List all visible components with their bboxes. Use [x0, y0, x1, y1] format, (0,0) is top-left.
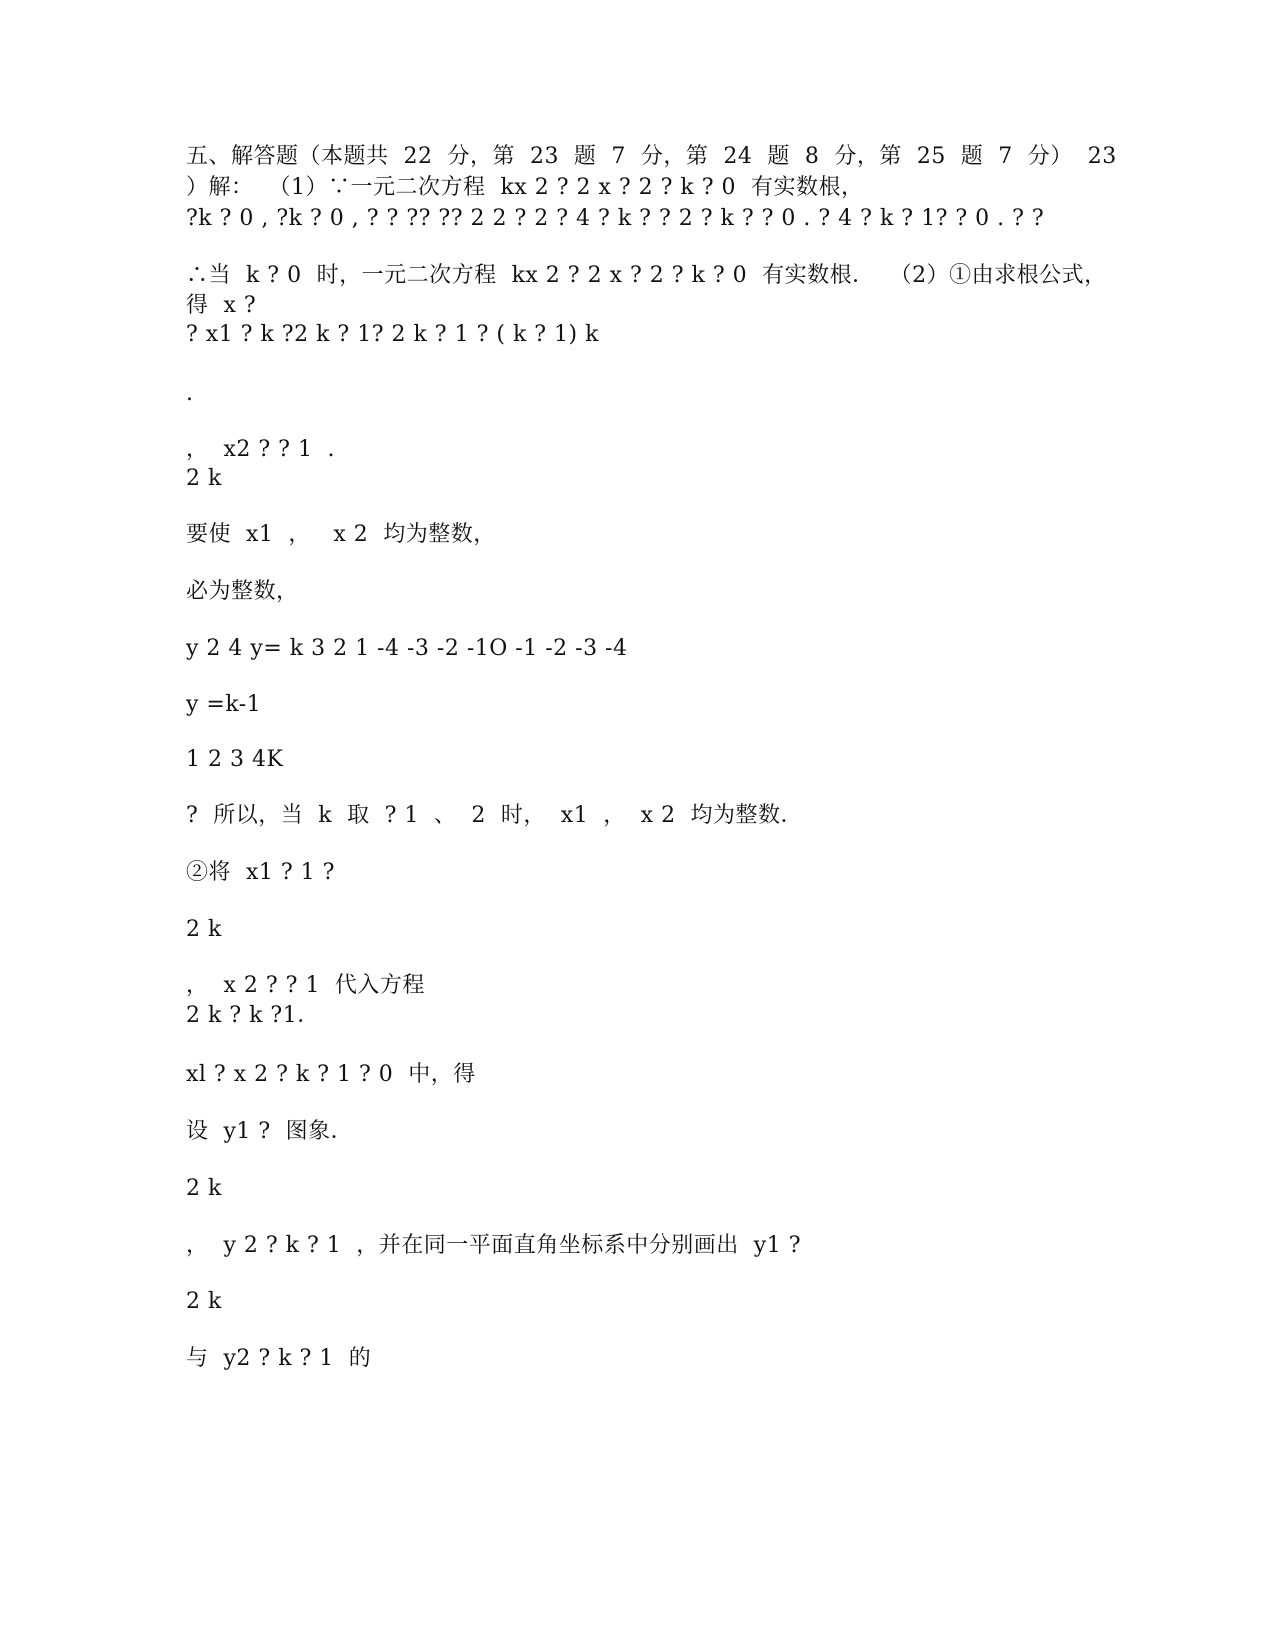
text-line: 要使 x1 ， x 2 均为整数，	[186, 522, 496, 547]
text-line: 2 k	[186, 466, 222, 491]
text-line: ②将 x1 ? 1 ?	[186, 860, 335, 885]
text-line: ， x2 ? ? 1 .	[186, 437, 335, 462]
text-line: 设 y1 ? 图象．	[186, 1119, 354, 1144]
text-line: ? 所以，当 k 取 ? 1 、 2 时， x1 ， x 2 均为整数．	[186, 803, 804, 828]
text-line: 2 k	[186, 1176, 222, 1201]
text-line: ?k ? 0 , ?k ? 0 , ? ? ?? ?? 2 2 ? 2 ? 4 ? k ? ? 2 ? k ? ? 0 . ? 4 ? k ? 1? ? 0 . ? ?	[186, 206, 1045, 231]
text-line: ? x1 ? k ?2 k ? 1? 2 k ? 1 ? ( k ? 1) k	[186, 322, 599, 347]
text-line: y =k-1	[186, 692, 262, 717]
text-line: ）解： （1）∵一元二次方程 kx 2 ? 2 x ? 2 ? k ? 0 有实数根，	[186, 175, 864, 200]
text-line: xl ? x 2 ? k ? 1 ? 0 中，得	[186, 1062, 476, 1087]
section-heading: 五、解答题（本题共 22 分，第 23 题 7 分，第 24 题 8 分，第 25 题 7 分） 23	[186, 144, 1117, 169]
text-line: 1 2 3 4K	[186, 747, 284, 772]
text-line: ， x 2 ? ? 1 代入方程	[186, 973, 425, 998]
text-line: 必为整数，	[186, 579, 299, 604]
text-line: ， y 2 ? k ? 1 ，并在同一平面直角坐标系中分别画出 y1 ?	[186, 1233, 801, 1258]
text-line: 与 y2 ? k ? 1 的	[186, 1346, 372, 1371]
text-line: y 2 4 y= k 3 2 1 -4 -3 -2 -1O -1 -2 -3 -4	[186, 636, 628, 661]
text-line: 2 k	[186, 1289, 222, 1314]
text-line: ∴当 k ? 0 时，一元二次方程 kx 2 ? 2 x ? 2 ? k ? 0 有实数根． （2）①由求根公式，	[186, 263, 1107, 288]
text-line: 得 x ?	[186, 293, 257, 318]
text-line: 2 k	[186, 917, 222, 942]
text-line: 2 k ? k ?1．	[186, 1003, 320, 1028]
text-line: .	[186, 381, 194, 406]
